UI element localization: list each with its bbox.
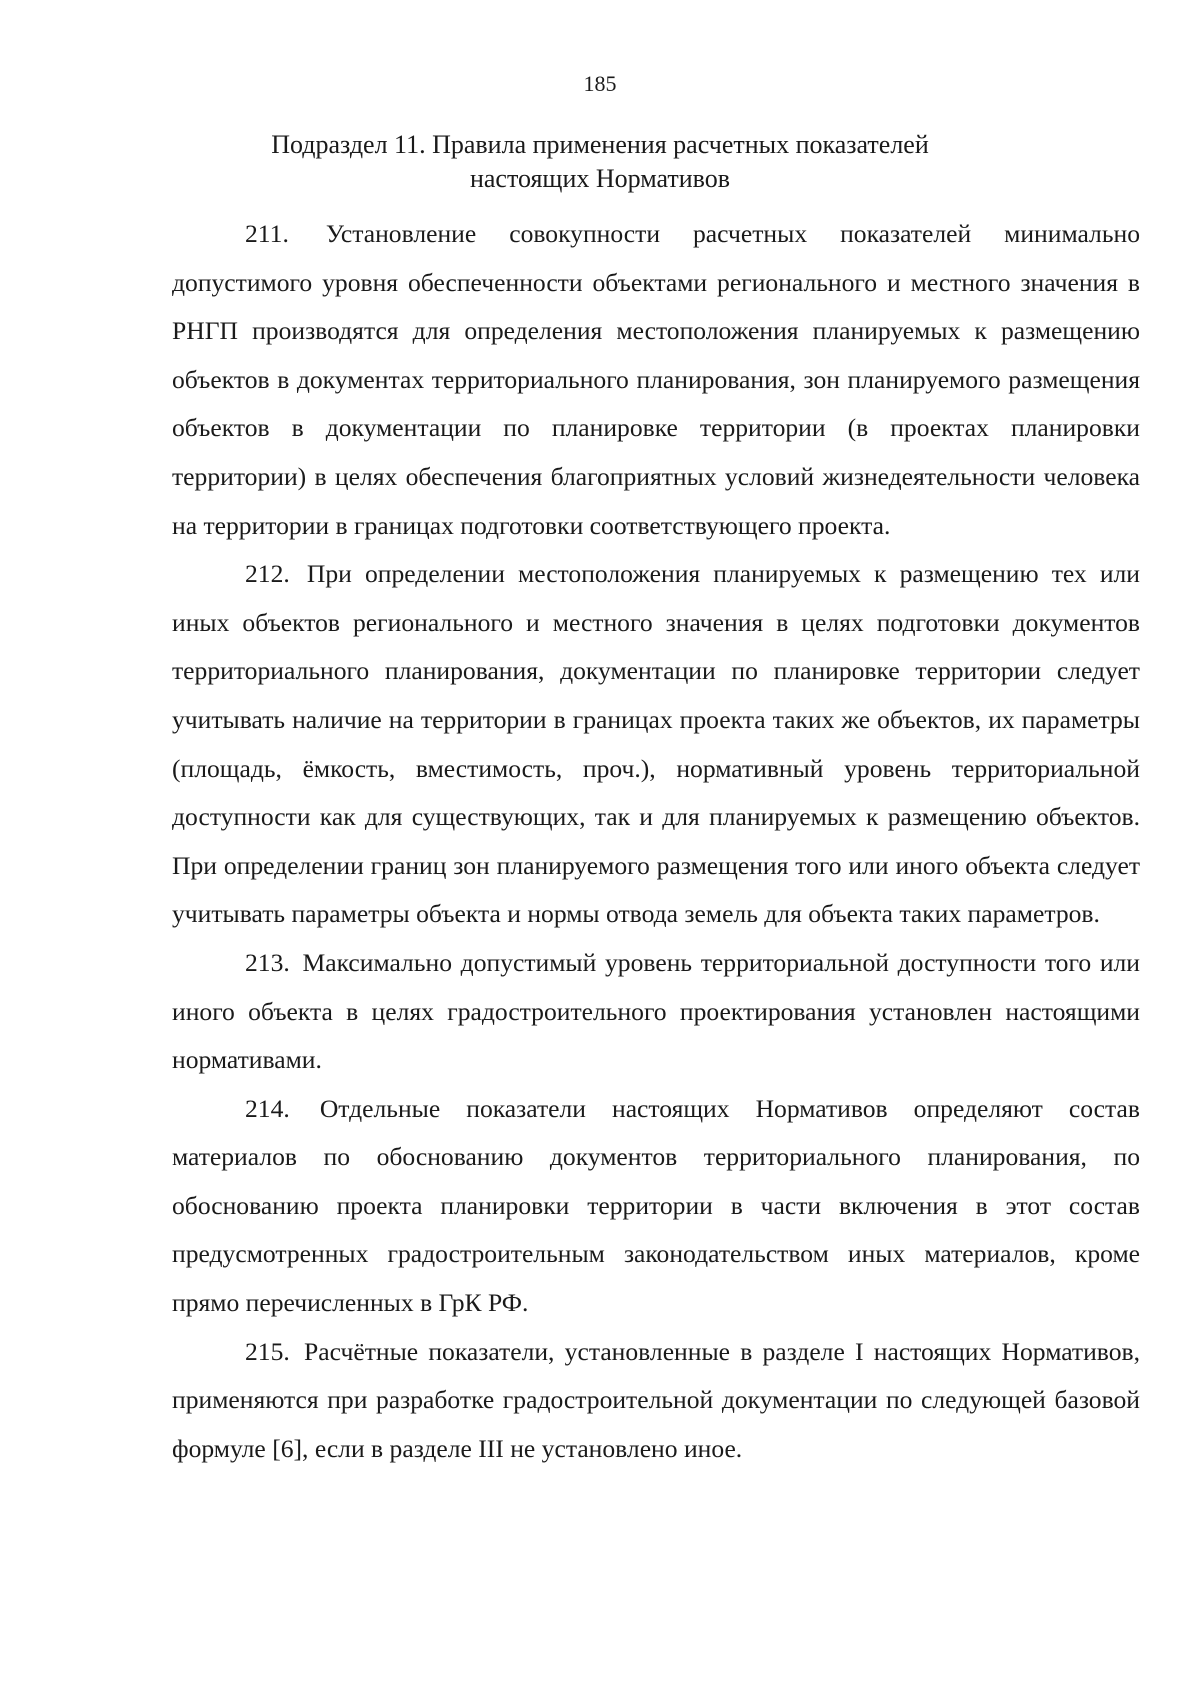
paragraph-215	[172, 1328, 1140, 1474]
paragraph-number: 211.	[245, 219, 289, 248]
body-text	[172, 210, 1140, 1473]
page-number: 185	[583, 71, 617, 96]
paragraph-213	[172, 939, 1140, 1085]
paragraph-number: 214.	[245, 1093, 290, 1123]
paragraph-text: Максимально допустимый уровень территориальной доступности того или иного объекта в целях градостроительного проектирования установлен настоящими нормативами.	[172, 947, 1140, 1075]
paragraph-number: 213.	[245, 947, 290, 977]
paragraph-number: 212.	[245, 559, 290, 589]
paragraph-212	[172, 550, 1140, 939]
paragraph-214	[172, 1085, 1140, 1328]
paragraph-text: Установление совокупности расчетных показателей минимально допустимого уровня обеспеченности объектами регионального и местного значения в РНГП производятся для определения местоположения планируемых к размещению объектов в документах территориального планирования, зон планируемого размещения объектов в документации по планировке территории (в проектах планировки территории) в целях обеспечения благоприятных условий жизнедеятельности человека на территории в границах подготовки соответствующего проекта.	[172, 219, 1140, 540]
paragraph-211	[172, 210, 1140, 550]
paragraph-text: Отдельные показатели настоящих Нормативов определяют состав материалов по обоснованию документов территориального планирования, по обоснованию проекта планировки территории в части включения в этот состав предусмотренных градостроительным законодательством иных материалов, кроме прямо перечисленных в ГрК РФ.	[172, 1093, 1140, 1318]
paragraph-text: При определении местоположения планируемых к размещению тех или иных объектов регионального и местного значения в целях подготовки документов территориального планирования, документации по планировке территории следует учитывать наличие на территории в границах проекта таких же объектов, их параметры (площадь, ёмкость, вместимость, проч.), нормативный уровень территориальной доступности как для существующих, так и для планируемых к размещению объектов. При определении границ зон планируемого размещения того или иного объекта следует учитывать параметры объекта и нормы отвода земель для объекта таких параметров.	[172, 559, 1140, 929]
section-title: Подраздел 11. Правила применения расчетных показателей настоящих Нормативов	[271, 130, 929, 193]
paragraph-number: 215.	[245, 1336, 290, 1366]
paragraph-text: Расчётные показатели, установленные в разделе I настоящих Нормативов, применяются при разработке градостроительной документации по следующей базовой формуле [6], если в разделе III не установлено иное.	[172, 1336, 1140, 1463]
